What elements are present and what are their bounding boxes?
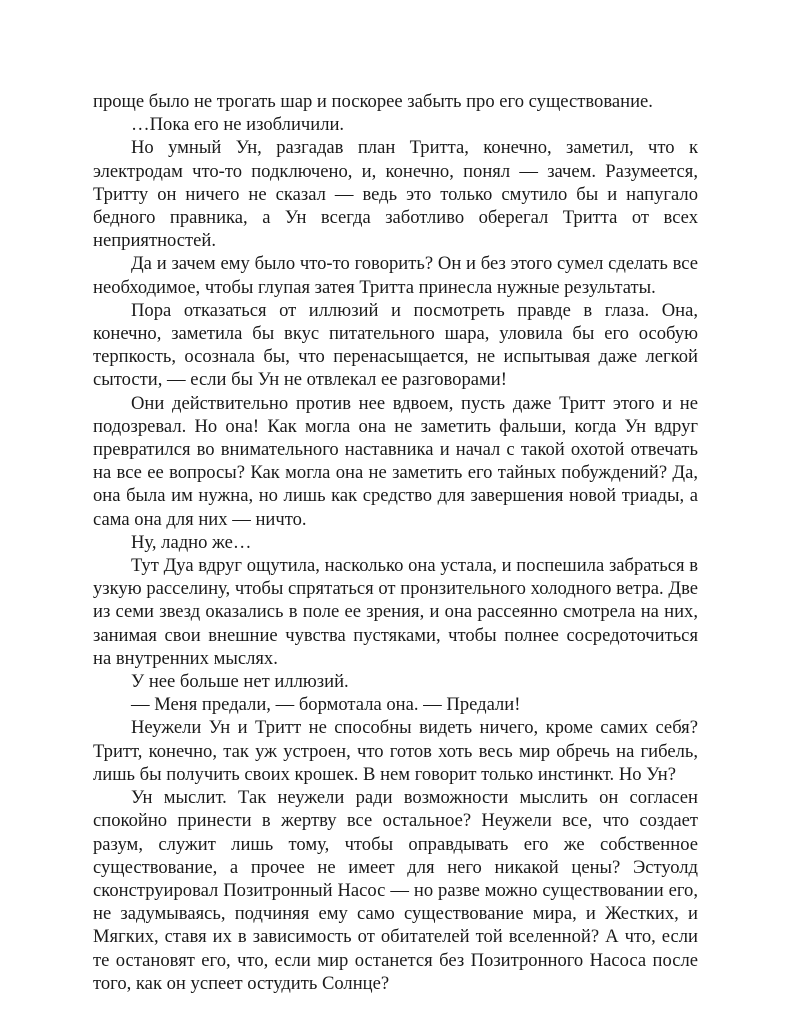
paragraph: …Пока его не изобличили. [131,114,345,136]
paragraph: Они действительно против нее вдвоем, пусть даже Тритт этого и не подозревал. Но она! Как могла она не заметить фальши, когда Ун вдруг превратился во внимательного наставника и начал с такой охотой отвечать на все ее вопросы? Как могла она не заметить его тайных побуждений? Да, она была им нужна, но лишь как средство для завершения новой триады, а сама она для них — ничто. [93,392,698,530]
document-page [93,90,698,995]
dialogue-paragraph: — Меня предали, — бормотала она. — Предали! [131,694,521,716]
paragraph: Тут Дуа вдруг ощутила, насколько она устала, и поспешила забраться в узкую расселину, чтобы спрятаться от пронзительного холодного ветра. Две из семи звезд оказались в поле ее зрения, и она рассеянно смотрела на них, занимая свои внешние чувства пустяками, чтобы полнее сосредоточиться на внутренних мыслях. [93,555,698,669]
paragraph: Да и зачем ему было что-то говорить? Он и без этого сумел сделать все необходимое, чтобы глупая затея Тритта принесла нужные результаты. [93,253,698,298]
paragraph: У нее больше нет иллюзий. [131,671,349,693]
paragraph-continuation: проще было не трогать шар и поскорее забыть про его существование. [93,91,653,112]
paragraph: Неужели Ун и Тритт не способны видеть ничего, кроме самих себя? Тритт, конечно, так уж устроен, что готов хоть весь мир обречь на гибель, лишь бы получить своих крошек. В нем говорит только инстинкт. Но Ун? [93,717,698,785]
paragraph: Ун мыслит. Так неужели ради возможности мыслить он согласен спокойно принести в жертву все остальное? Неужели все, что создает разум, служит лишь тому, чтобы оправдывать его же собственное существование, а прочее не имеет для него никакой цены? Эстуолд сконструировал Позитронный Насос — но разве можно существовании его, не задумываясь, подчиняя ему само существование мира, и Жестких, и Мягких, ставя их в зависимость от обитателей той вселенной? А что, если те остановят его, что, если мир останется без Позитронного Насоса после того, как он успеет остудить Солнце? [93,787,698,994]
paragraph: Пора отказаться от иллюзий и посмотреть правде в глаза. Она, конечно, заметила бы вкус питательного шара, уловила бы его особую терпкость, осознала бы, что перенасыщается, не испытывая даже легкой сытости, — если бы Ун не отвлекал ее разговорами! [93,299,698,391]
paragraph: Ну, ладно же… [131,531,252,553]
paragraph: Но умный Ун, разгадав план Тритта, конечно, заметил, что к электродам что-то подключено, и, конечно, понял — зачем. Разумеется, Тритту он ничего не сказал — ведь это только смутило бы и напугало бедного правника, а Ун всегда заботливо оберегал Тритта от всех неприятностей. [93,137,698,252]
